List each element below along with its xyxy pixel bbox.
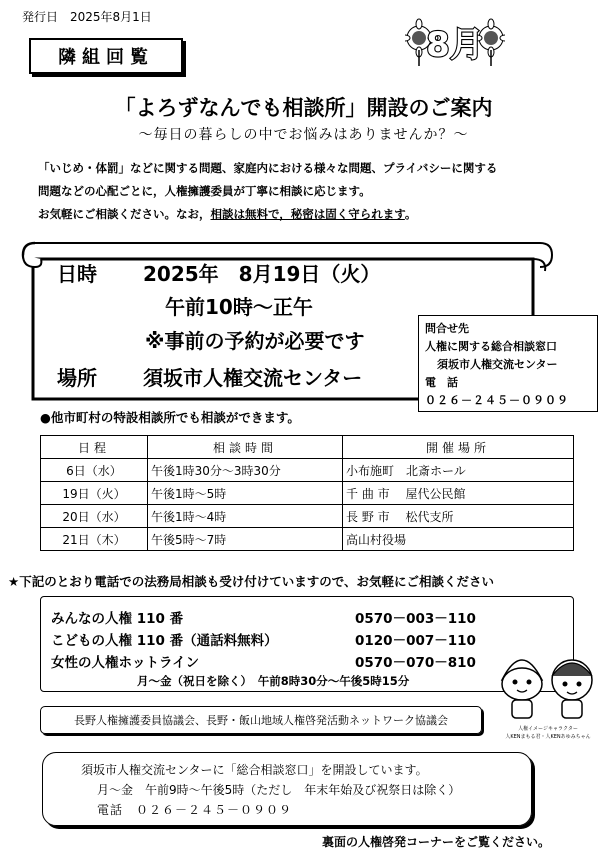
schedule-table bbox=[40, 435, 574, 551]
place-value: 須坂市人権交流センター bbox=[143, 366, 363, 390]
month-badge bbox=[405, 16, 505, 66]
hotline-name: みんなの人権 110 番 bbox=[51, 611, 184, 627]
row-place: 長 野 市 松代支所 bbox=[343, 505, 574, 528]
hotline-name: 女性の人権ホットライン bbox=[51, 655, 200, 671]
row-date: 6日（水） bbox=[41, 459, 148, 482]
table-row bbox=[41, 482, 574, 505]
contact-line-1: 人権に関する総合相談窓口 bbox=[425, 340, 557, 353]
col-header-date: 日程 bbox=[41, 436, 148, 459]
col-header-place: 開催場所 bbox=[343, 436, 574, 459]
time-value: 午前10時～正午 bbox=[165, 295, 313, 319]
association-box: 長野人権擁護委員協議会、長野・飯山地域人権啓発活動ネットワーク協議会 bbox=[40, 706, 482, 734]
table-header-row bbox=[41, 436, 574, 459]
center-notice-line-1: 須坂市人権交流センターに「総合相談窓口」を開設しています。 bbox=[81, 763, 428, 777]
contact-phone-label: 電 話 bbox=[425, 376, 458, 389]
hotline-number: 0120－007－110 bbox=[355, 633, 476, 649]
mascot-illustration bbox=[492, 640, 604, 740]
mascot-caption-1: 人権イメージキャラクター bbox=[518, 726, 578, 732]
hotline-name: こどもの人権 110 番（通話料無料） bbox=[51, 633, 278, 649]
row-place: 小布施町 北斎ホール bbox=[343, 459, 574, 482]
intro-emphasis: 相談は無料で，秘密は固く守られます bbox=[210, 207, 405, 221]
col-header-time: 相談時間 bbox=[148, 436, 343, 459]
mascot-ayumi-icon bbox=[552, 660, 592, 718]
contact-line-2: 須坂市人権交流センター bbox=[437, 358, 558, 371]
row-time: 午後5時～7時 bbox=[148, 528, 343, 551]
intro-line-2: 問題などの心配ごとに，人権擁護委員が丁寧に相談に応じます。 bbox=[38, 184, 371, 198]
hotline-hours: 月～金（祝日を除く） 午前8時30分～午後5時15分 bbox=[137, 674, 410, 688]
issue-date: 発行日 2025年8月1日 bbox=[22, 10, 152, 24]
circular-label: 隣組回覧 bbox=[29, 38, 183, 74]
intro-line-1: 「いじめ・体罰」などに関する問題、家庭内における様々な問題、プライバシーに関する bbox=[38, 161, 498, 175]
contact-phone-row bbox=[425, 374, 591, 392]
footer-note: 裏面の人権啓発コーナーをご覧ください。 bbox=[322, 835, 551, 849]
table-row bbox=[41, 459, 574, 482]
table-row bbox=[41, 528, 574, 551]
phone-consultation-note: ★下記のとおり電話での法務局相談も受け付けていますので、お気軽にご相談ください bbox=[8, 574, 494, 589]
contact-phone: ０２６－２４５－０９０９ bbox=[425, 394, 569, 407]
contact-box bbox=[418, 315, 598, 412]
center-notice-box bbox=[42, 752, 532, 826]
row-time: 午後1時～4時 bbox=[148, 505, 343, 528]
month-badge-text: 8月 bbox=[426, 25, 484, 65]
table-row bbox=[41, 505, 574, 528]
hotline-number: 0570－003－110 bbox=[355, 611, 476, 627]
row-place: 千 曲 市 屋代公民館 bbox=[343, 482, 574, 505]
row-date: 19日（火） bbox=[41, 482, 148, 505]
row-time: 午後1時30分～3時30分 bbox=[148, 459, 343, 482]
other-municipalities-note: ●他市町村の特設相談所でも相談ができます。 bbox=[40, 410, 300, 425]
row-place: 高山村役場 bbox=[343, 528, 574, 551]
page-title: 「よろずなんでも相談所」開設のご案内 bbox=[114, 96, 493, 120]
reservation-note: ※事前の予約が必要です bbox=[145, 329, 365, 353]
date-value: 2025年 8月19日（火） bbox=[143, 262, 381, 286]
intro-line-3-prefix: お気軽にご相談ください。なお， bbox=[38, 207, 211, 221]
place-label: 場所 bbox=[57, 366, 97, 390]
intro-line-3-suffix: 。 bbox=[404, 207, 417, 221]
mascot-caption-2: 人KENまもる君・人KENあゆみちゃん bbox=[505, 734, 591, 740]
center-notice-line-3: 電話 ０２６－２４５－０９０９ bbox=[97, 803, 293, 817]
contact-heading: 問合せ先 bbox=[425, 322, 469, 335]
subtitle: ～毎日の暮らしの中でお悩みはありませんか？～ bbox=[138, 127, 469, 143]
row-time: 午後1時～5時 bbox=[148, 482, 343, 505]
intro-line-3 bbox=[38, 206, 416, 222]
row-date: 21日（木） bbox=[41, 528, 148, 551]
date-label: 日時 bbox=[57, 262, 97, 286]
row-date: 20日（水） bbox=[41, 505, 148, 528]
hotline-number: 0570－070－810 bbox=[355, 655, 476, 671]
center-notice-line-2: 月～金 午前9時～午後5時（ただし 年末年始及び祝祭日は除く） bbox=[97, 783, 461, 797]
mascot-mamoru-icon bbox=[502, 660, 542, 718]
